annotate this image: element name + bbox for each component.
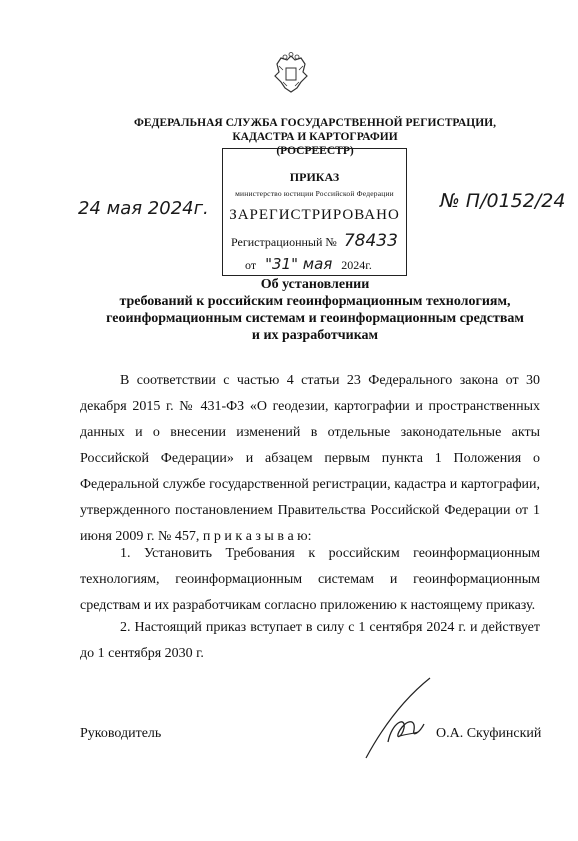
agency-abbreviation: (РОСРЕЕСТР) [276,145,354,157]
order-title-line4: и их разработчикам [251,328,379,343]
agency-name-line1: ФЕДЕРАЛЬНАЯ СЛУЖБА ГОСУДАРСТВЕННОЙ РЕГИСТРАЦИИ, [133,117,497,129]
order-date: 24 мая 2024г. [78,198,209,219]
stamp-reg-number-row [231,231,398,251]
registration-stamp [222,148,407,276]
body-paragraph-3: 2. Настоящий приказ вступает в силу с 1 сентября 2024 г. и действует до 1 сентября 2030 г. [80,620,540,661]
coat-of-arms-emblem [271,52,311,96]
stamp-reg-number: 78433 [343,231,398,251]
stamp-date-handwritten: "31" мая [265,255,333,273]
order-number: № П/0152/24 [440,190,566,212]
stamp-date-prefix: от [245,258,257,272]
stamp-ministry: министерство юстиции Российской Федерации [235,189,394,198]
agency-name-line2: КАДАСТРА И КАРТОГРАФИИ [232,131,398,143]
stamp-date-year: 2024г. [341,258,372,272]
order-heading: ПРИКАЗ [289,170,340,184]
stamp-registered: ЗАРЕГИСТРИРОВАНО [229,207,400,223]
body-paragraph-2: 1. Установить Требования к российским геоинформационным технологиям, геоинформационным системам и геоинформационным средствам и их разработчикам согласно приложению к настоящему приказу. [80,546,540,613]
signatory-name: О.А. Скуфинский [436,726,542,741]
signatory-position: Руководитель [80,726,162,741]
stamp-reg-label: Регистрационный № [231,235,337,249]
body-paragraph-1: В соответствии с частью 4 статьи 23 Федерального закона от 30 декабря 2015 г. № 431-ФЗ «О геодезии, картографии и пространственных данных и о внесении изменений в отдельные законодательные акты Российской Федерации» и абзацем первым пункта 1 Положения о Федеральной службе государственной регистрации, кадастра и картографии, утвержденного постановлением Правительства Российской Федерации от 1 июня 2009 г. № 457, п р и к а з ы в а ю: [80,373,540,544]
order-title-line1: Об установлении [260,277,370,292]
order-title-line2: требований к российским геоинформационным технологиям, [119,294,511,309]
stamp-date-row [245,255,372,273]
order-title-line3: геоинформационным системам и геоинформационным средствам [106,311,524,326]
handwritten-signature [360,672,460,762]
